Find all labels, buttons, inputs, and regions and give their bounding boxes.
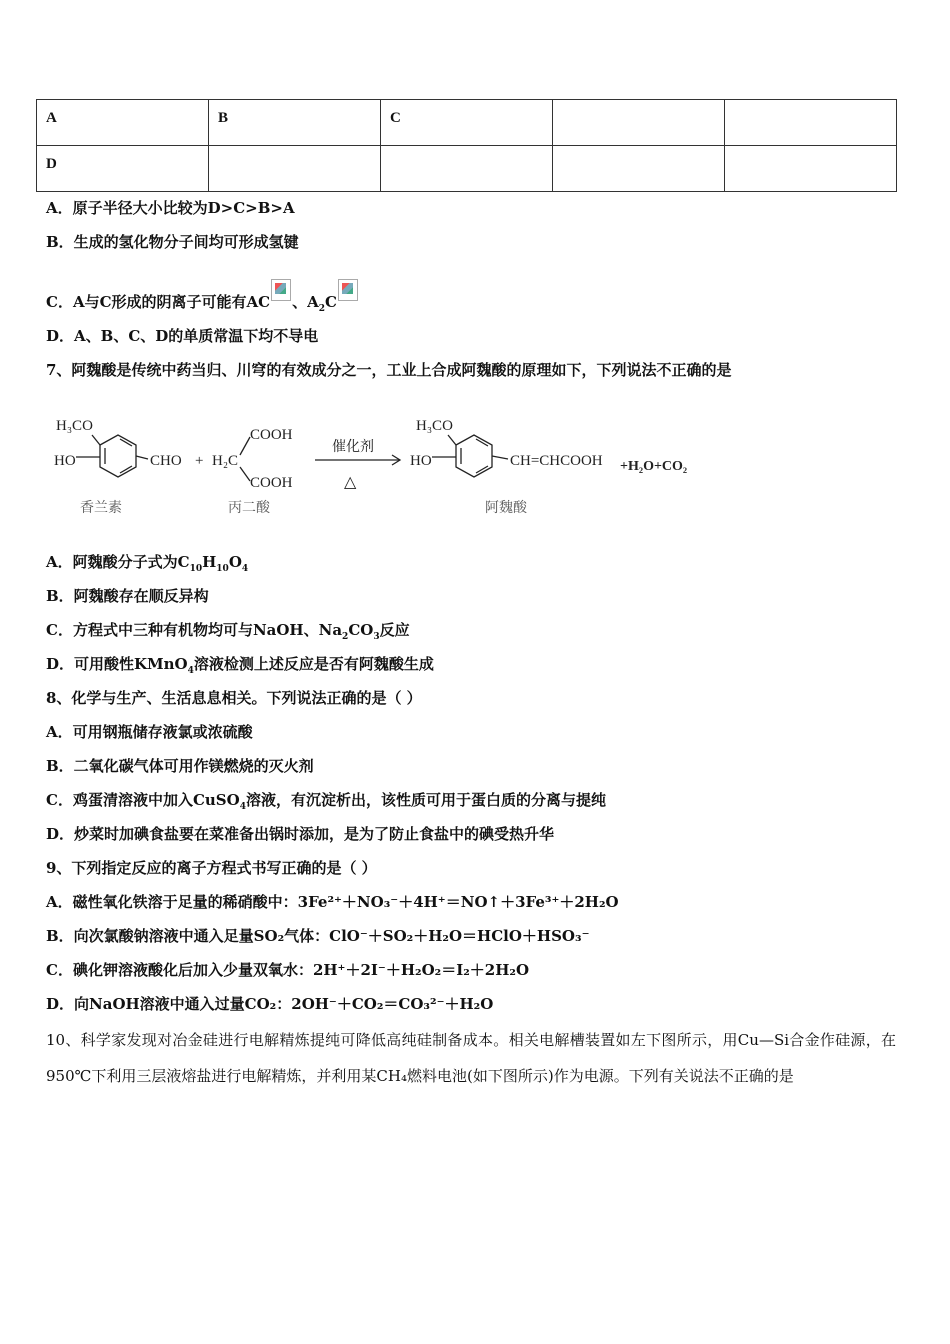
subscript: 4	[239, 802, 246, 812]
q6-option-c-text-3: C	[325, 293, 337, 311]
table-cell	[725, 146, 897, 192]
bond	[448, 435, 456, 445]
vanillin-aldehyde-label: CHO	[150, 453, 182, 469]
formula-element: H	[202, 553, 217, 571]
subscript: 2	[318, 304, 325, 314]
reaction-scheme	[50, 405, 750, 525]
q6-option-a: A．原子半径大小比较为D>C>B>A	[46, 199, 295, 217]
q7-stem: 7、阿魏酸是传统中药当归、川穹的有效成分之一，工业上合成阿魏酸的原理如下，下列说法不正确的是	[46, 361, 732, 379]
subscript: 4	[187, 666, 194, 676]
product-methoxy-label: H₃CO	[416, 418, 453, 434]
heat-symbol: △	[344, 474, 357, 491]
q8-option-b: B．二氧化碳气体可用作镁燃烧的灭火剂	[46, 757, 314, 775]
q8-option-c	[46, 790, 606, 810]
q7-option-c-text-3: 反应	[379, 621, 410, 639]
bond	[92, 435, 100, 445]
subscript: 10	[189, 564, 203, 574]
vanillin-name: 香兰素	[80, 501, 122, 516]
q9-option-a: A．磁性氧化铁溶于足量的稀硝酸中：3Fe²⁺＋NO₃⁻＋4H⁺＝NO↑＋3Fe³⁺＋2H₂O	[46, 893, 619, 911]
table-row	[37, 100, 897, 146]
table-cell	[209, 146, 381, 192]
broken-image-icon	[271, 279, 291, 301]
vanillin-methoxy-label: H₃CO	[56, 418, 93, 434]
product-chain-label: CH=CHCOOH	[510, 453, 603, 469]
table-cell: B	[209, 100, 381, 146]
q8-option-c-text-2: 溶液，有沉淀析出，该性质可用于蛋白质的分离与提纯	[245, 791, 606, 809]
malonic-acid-name: 丙二酸	[228, 501, 270, 516]
bond	[240, 437, 250, 455]
table-cell	[553, 146, 725, 192]
byproducts-label: +H₂O+CO₂	[620, 459, 688, 474]
bond	[492, 456, 508, 459]
q7-option-c-text: C．方程式中三种有机物均可与NaOH、Na	[46, 621, 343, 639]
malonic-cooh-top: COOH	[250, 427, 293, 443]
q7-option-c-text-2: CO	[348, 621, 374, 639]
q10-stem: 10、科学家发现对冶金硅进行电解精炼提纯可降低高纯硅制备成本。相关电解槽装置如左下图所示，用Cu—Si合金作硅源，在950℃下利用三层液熔盐进行电解精炼，并利用某CH₄燃料电池(如下图所示)作为电源。下列有关说法不正确的是	[46, 1031, 896, 1085]
element-position-table	[36, 99, 897, 192]
q6-option-c	[46, 279, 359, 312]
q9-option-c: C．碘化钾溶液酸化后加入少量双氧水：2H⁺＋2I⁻＋H₂O₂＝I₂＋2H₂O	[46, 961, 530, 979]
q7-option-d-text: D．可用酸性KMnO	[46, 655, 188, 673]
q6-option-c-text-2: 、A	[292, 293, 319, 311]
subscript: 4	[241, 564, 249, 574]
q7-option-a	[46, 552, 248, 572]
table-cell: D	[37, 146, 209, 192]
ferulic-acid-name: 阿魏酸	[485, 501, 527, 516]
q9-option-b: B．向次氯酸钠溶液中通入足量SO₂气体：ClO⁻＋SO₂＋H₂O＝HClO＋HSO₃⁻	[46, 927, 590, 945]
table-row	[37, 146, 897, 192]
table-cell	[553, 100, 725, 146]
broken-image-icon	[338, 279, 358, 301]
table-cell: C	[381, 100, 553, 146]
q6-option-d: D．A、B、C、D的单质常温下均不导电	[46, 327, 319, 345]
formula-element: O	[228, 553, 242, 571]
q6-option-c-text: C．A与C形成的阴离子可能有AC	[46, 293, 271, 311]
subscript: 10	[216, 564, 229, 574]
q7-option-c	[46, 620, 410, 640]
q8-stem: 8、化学与生产、生活息息相关。下列说法正确的是（ ）	[46, 689, 422, 707]
catalyst-label: 催化剂	[332, 440, 374, 455]
q8-option-d: D．炒菜时加碘食盐要在菜准备出锅时添加，是为了防止食盐中的碘受热升华	[46, 825, 555, 843]
table-cell	[381, 146, 553, 192]
subscript: 3	[373, 632, 380, 642]
q7-option-b: B．阿魏酸存在顺反异构	[46, 587, 209, 605]
subscript: 2	[342, 632, 349, 642]
bond	[136, 456, 148, 459]
vanillin-hydroxy-label: HO	[54, 453, 76, 469]
product-hydroxy-label: HO	[410, 453, 432, 469]
bond	[240, 467, 250, 481]
q7-option-a-text: A．阿魏酸分子式为C	[46, 553, 190, 571]
q7-option-d	[46, 654, 434, 674]
table-cell: A	[37, 100, 209, 146]
q7-option-d-text-2: 溶液检测上述反应是否有阿魏酸生成	[193, 655, 434, 673]
q9-stem: 9、下列指定反应的离子方程式书写正确的是（ ）	[46, 859, 377, 877]
plus-sign: +	[195, 453, 204, 469]
q8-option-a: A．可用钢瓶储存液氯或浓硫酸	[46, 723, 253, 741]
q8-option-c-text: C．鸡蛋清溶液中加入CuSO	[46, 791, 240, 809]
q9-option-d: D．向NaOH溶液中通入过量CO₂：2OH⁻＋CO₂＝CO₃²⁻＋H₂O	[46, 995, 494, 1013]
q6-option-b: B．生成的氢化物分子间均可形成氢键	[46, 233, 299, 251]
table-cell	[725, 100, 897, 146]
malonic-ch2-label: H₂C	[212, 453, 239, 469]
malonic-cooh-bottom: COOH	[250, 475, 293, 491]
